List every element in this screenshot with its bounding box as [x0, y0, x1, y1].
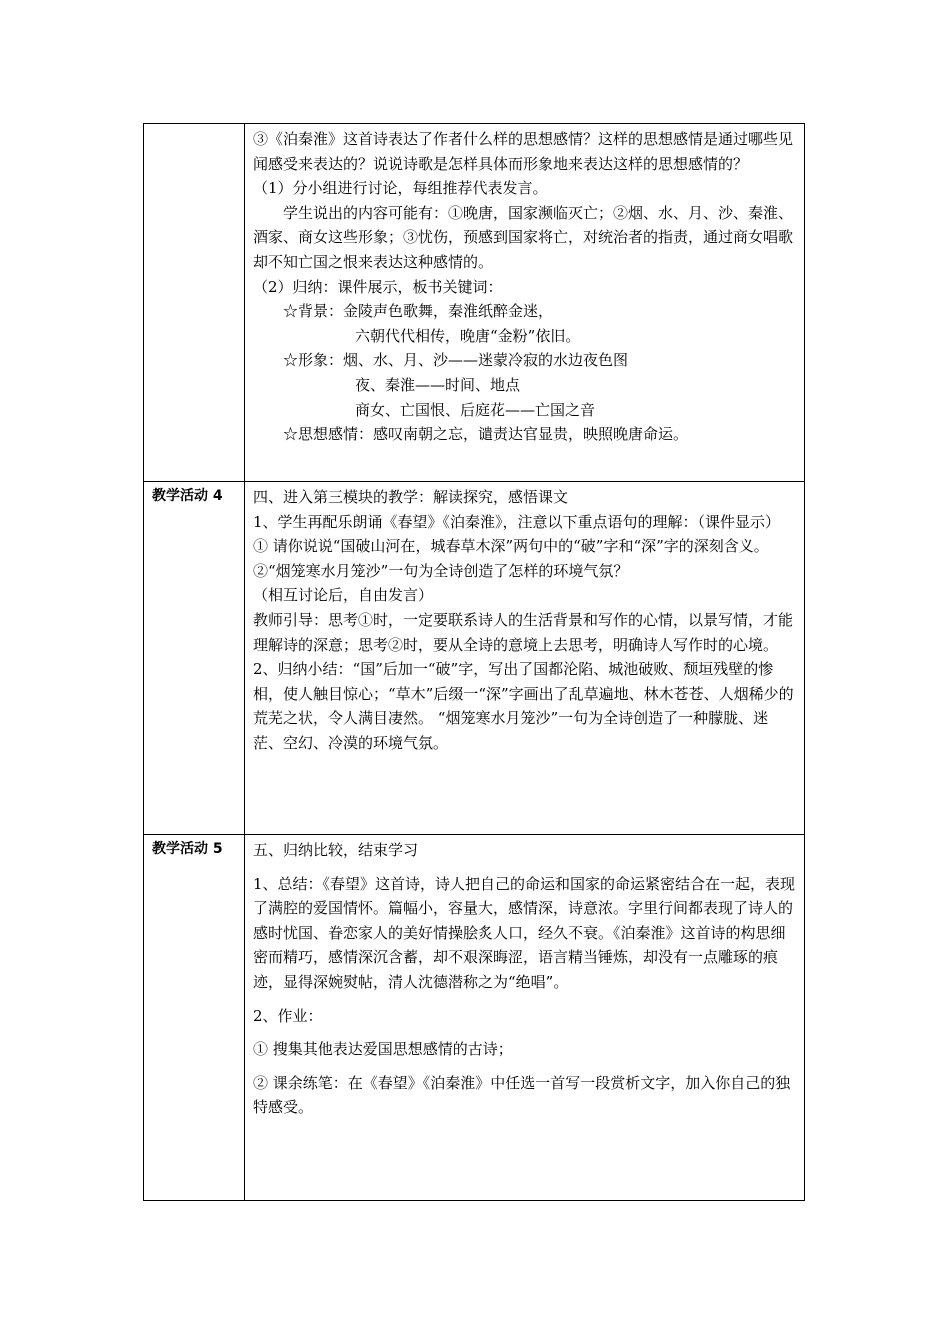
- keyword-background: ☆背景：金陵声色歌舞，秦淮纸醉金迷，: [283, 302, 554, 321]
- paragraph-text: 2、归纳小结：“国”后加一“破”字，写出了国都沦陷、城池破败、颓垣残壁的惨相，使人触目惊心；“草木”后缀一“深”字画出了乱草遍地、林木苍苍、人烟稀少的荒芜之状，令人满目凄然。 “烟笼寒水月笼沙”一句为全诗创造了一种朦胧、迷茫、空幻、冷漠的环境气氛。: [253, 660, 794, 752]
- table-row: [144, 124, 805, 482]
- homework-item: ① 搜集其他表达爱国思想感情的古诗；: [253, 1040, 513, 1059]
- paragraph-text: 教师引导：思考①时，一定要联系诗人的生活背景和写作的心情，以景写情，才能理解诗的深意；思考②时，要从全诗的意境上去思考，明确诗人写作时的心境。: [253, 610, 794, 654]
- step-text: （2）归纳：课件展示，板书关键词：: [253, 277, 503, 296]
- question-text: ③《泊秦淮》这首诗表达了作者什么样的思想感情？这样的思想感情是通过哪些见闻感受来表达的？说说诗歌是怎样具体而形象地来表达这样的思想感情的？: [253, 130, 794, 173]
- activity-label-cell: 教学活动 4: [144, 482, 245, 835]
- table-row: [144, 835, 805, 1201]
- step-text: （相互讨论后，自由发言）: [253, 586, 434, 605]
- homework-item: ② 课余练笔：在《春望》《泊秦淮》中任选一首写一段赏析文字，加入你自己的独特感受。: [253, 1073, 791, 1117]
- activity-content-cell: [245, 835, 805, 1201]
- keyword-image-cont: 夜、秦淮——时间、地点: [355, 375, 521, 394]
- activity-content-cell: [245, 482, 805, 835]
- lesson-plan-table: [143, 123, 805, 1201]
- section-heading: 五、归纳比较，结束学习: [253, 841, 419, 859]
- question-text: ① 请你说说“国破山河在，城春草木深”两句中的“破”字和“深”字的深刻含义。: [253, 537, 769, 556]
- homework-heading: 2、作业：: [253, 1006, 323, 1025]
- student-answer-text: 学生说出的内容可能有：①晚唐，国家濒临灭亡；②烟、水、月、沙、秦淮、酒家、商女这些形象；③忧伤，预感到国家将亡，对统治者的指责，通过商女唱歌却不知亡国之恨来表达这种感情的。: [253, 203, 794, 271]
- table-row: [144, 482, 805, 835]
- activity-label-cell: [144, 124, 245, 482]
- keyword-image: ☆形象：烟、水、月、沙——迷蒙冷寂的水边夜色图: [283, 351, 629, 370]
- step-text: （1）分小组进行讨论，每组推荐代表发言。: [253, 179, 548, 198]
- summary-text: 1、总结：《春望》这首诗，诗人把自己的命运和国家的命运紧密结合在一起，表现了满腔的爱国情怀。篇幅小，容量大，感情深，诗意浓。字里行间都表现了诗人的感时忧国、眷恋家人的美好情操脍炙人口，经久不衰。《泊秦淮》这首诗的构思细密而精巧，感情深沉含蓄，却不艰深晦涩，语言精当锤炼，却没有一点雕琢的痕迹，显得深婉熨帖，清人沈德潜称之为“绝唱”。: [253, 874, 796, 991]
- keyword-emotion: ☆思想感情：感叹南朝之忘，谴责达官显贵，映照晚唐命运。: [283, 425, 689, 444]
- keyword-background-cont: 六朝代代相传，晚唐“金粉”依旧。: [355, 326, 581, 345]
- activity-content-cell: [245, 124, 805, 482]
- keyword-image-cont: 商女、亡国恨、后庭花——亡国之音: [355, 400, 596, 419]
- question-text: ②“烟笼寒水月笼沙”一句为全诗创造了怎样的环境气氛？: [253, 561, 629, 580]
- paragraph-text: 1、学生再配乐朗诵《春望》《泊秦淮》，注意以下重点语句的理解：（课件显示）: [253, 512, 781, 531]
- activity-label-cell: 教学活动 5: [144, 835, 245, 1201]
- section-heading: 四、进入第三模块的教学：解读探究，感悟课文: [253, 488, 569, 506]
